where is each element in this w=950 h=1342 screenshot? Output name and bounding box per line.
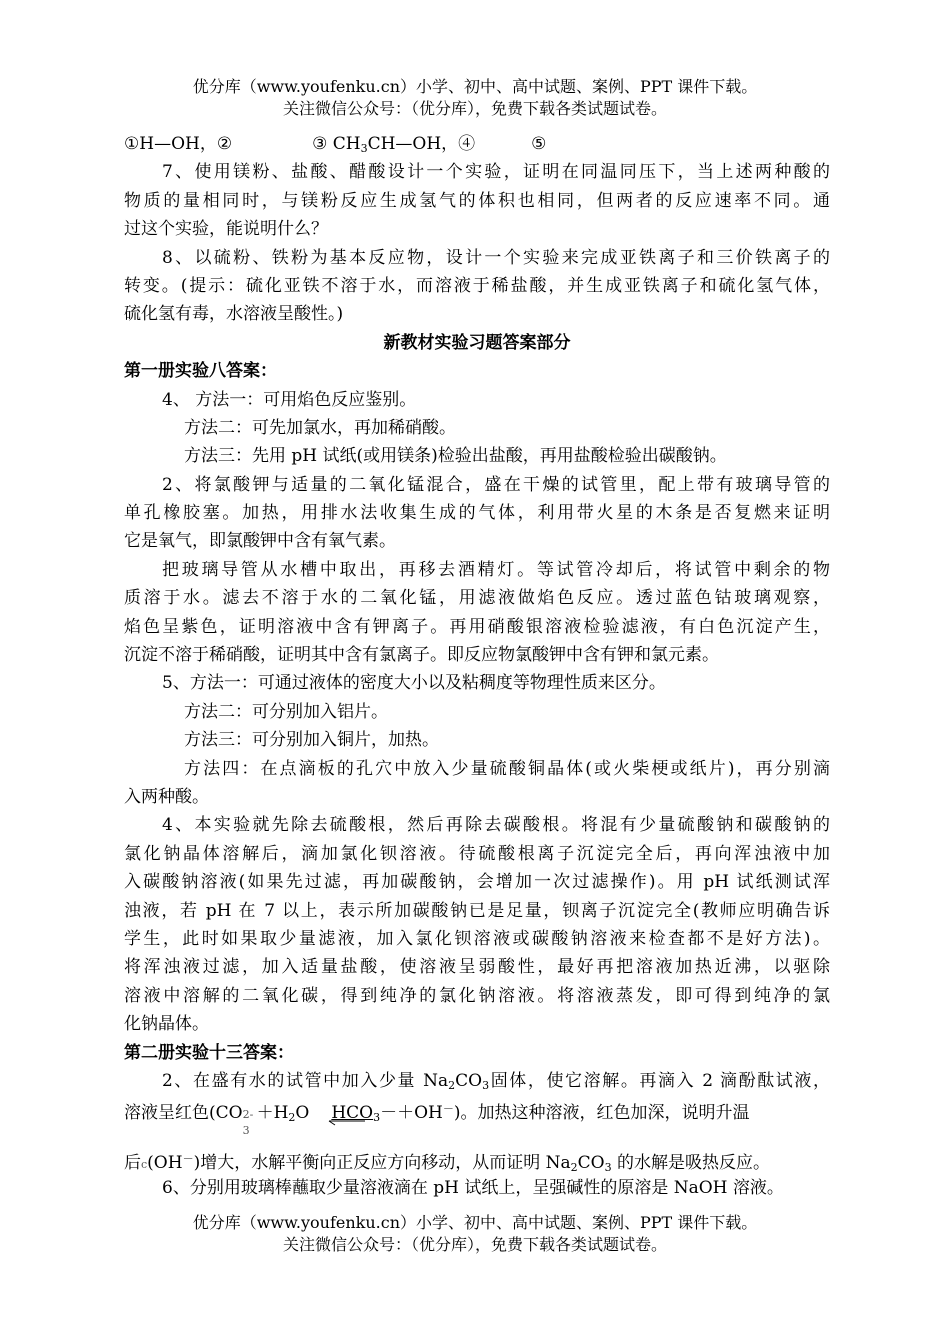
question-8 bbox=[124, 244, 830, 329]
answer-line: 2、将氯酸钾与适量的二氧化锰混合，盛在干燥的试管里，配上带有玻璃导管的 bbox=[162, 474, 830, 495]
q7-line: 过这个实验，能说明什么？ bbox=[124, 219, 328, 240]
answer-line: 5、方法一：可通过液体的密度大小以及粘稠度等物理性质来区分。 bbox=[162, 673, 666, 694]
document-body bbox=[124, 130, 830, 1202]
answer-line: 4、 方法一：可用焰色反应鉴别。 bbox=[162, 389, 417, 410]
answer-line: 方法三：可分别加入铜片，加热。 bbox=[184, 730, 439, 751]
answer-line: 沉淀不溶于稀硝酸，证明其中含有氯离子。即反应物氯酸钾中含有钾和氯元素。 bbox=[124, 645, 719, 666]
formula-item-3: ③ $CH_3CH—OH$，④ bbox=[312, 134, 476, 155]
book2-answer-2 bbox=[124, 1067, 830, 1174]
footer-line-1: 优分库（www.youfenku.cn）小学、初中、高中试题、案例、PPT 课件下载。 bbox=[192, 1213, 758, 1232]
formula-line bbox=[124, 130, 830, 158]
answer-line: 入两种酸。 bbox=[124, 786, 209, 807]
header-line-2: 关注微信公众号：（优分库），免费下载各类试题试卷。 bbox=[282, 99, 667, 118]
answer-line: 2、在盛有水的试管中加入少量 $Na_2CO_3$固体，使它溶解。再滴入 2 滴酚酞试液， bbox=[162, 1070, 830, 1092]
q7-line: 7、使用镁粉、盐酸、醋酸设计一个实验，证明在同温同压下，当上述两种酸的 bbox=[162, 162, 830, 183]
answer-line: 溶液中溶解的二氧化碳，得到纯净的氯化钠溶液。将溶液蒸发，即可得到纯净的氯 bbox=[124, 985, 830, 1006]
answer-line: 它是氧气，即氯酸钾中含有氧气素。 bbox=[124, 531, 396, 552]
q8-line: 转变。(提示：硫化亚铁不溶于水，而溶液于稀盐酸，并生成亚铁离子和硫化氢气体， bbox=[124, 275, 830, 296]
carbonate-charge: 2- 3 bbox=[242, 1108, 254, 1138]
q8-line: 8、以硫粉、铁粉为基本反应物，设计一个实验来完成亚铁离子和三价铁离子的 bbox=[162, 247, 830, 268]
answer-line: 入碳酸钠溶液(如果先过滤，再加碳酸钠，会增加一次过滤操作)。用 pH 试纸测试浑 bbox=[124, 872, 830, 893]
page-header bbox=[0, 76, 950, 120]
book1-answer-2 bbox=[124, 471, 830, 670]
answer-line: 焰色呈紫色，证明溶液中含有钾离子。再用硝酸银溶液检验滤液，有白色沉淀产生， bbox=[124, 616, 830, 637]
book1-answer-4b bbox=[124, 811, 830, 1038]
q8-line: 硫化氢有毒，水溶液呈酸性。) bbox=[124, 304, 344, 325]
reversible-arrow-icon bbox=[327, 1118, 367, 1126]
question-7 bbox=[124, 158, 830, 243]
answer-line: 方法四：在点滴板的孔穴中放入少量硫酸铜晶体(或火柴梗或纸片)，再分别滴 bbox=[184, 758, 830, 779]
equilibrium-product: $HCO_3$ bbox=[331, 1103, 381, 1125]
answer-line: 方法二：可先加氯水，再加稀硝酸。 bbox=[184, 417, 456, 438]
answer-line: 质溶于水。滤去不溶于水的二氧化锰，用滤液做焰色反应。透过蓝色钴玻璃观察， bbox=[124, 588, 830, 609]
answer-line: 方法二：可分别加入铝片。 bbox=[184, 701, 388, 722]
answer-line: 学生，此时如果取少量滤液，加入氯化钡溶液或碳酸钠溶液来检查都不是好方法)。 bbox=[124, 928, 830, 949]
q7-line: 物质的量相同时，与镁粉反应生成氢气的体积也相同，但两者的反应速率不同。通 bbox=[124, 190, 830, 211]
answer-line: 单孔橡胶塞。加热，用排水法收集生成的气体，利用带火星的木条是否复燃来证明 bbox=[124, 503, 830, 524]
book1-answer-5 bbox=[124, 669, 830, 811]
section-title: 新教材实验习题答案部分 bbox=[383, 332, 571, 353]
answer-line: 把玻璃导管从水槽中取出，再移去酒精灯。等试管冷却后，将试管中剩余的物 bbox=[162, 559, 830, 580]
answer-line: 4、本实验就先除去硫酸根，然后再除去碳酸根。将混有少量硫酸钠和碳酸钠的 bbox=[162, 815, 830, 836]
book2-answer-6: 6、分别用玻璃棒蘸取少量溶液滴在 pH 试纸上，呈强碱性的原溶是 NaOH 溶液。 bbox=[162, 1177, 784, 1198]
book1-answer-4 bbox=[124, 386, 830, 471]
formula-item-1: ①H—OH，② bbox=[124, 134, 233, 154]
page-footer bbox=[0, 1212, 950, 1256]
book1-heading: 第一册实验八答案： bbox=[124, 361, 277, 382]
answer-line: 将浑浊液过滤，加入适量盐酸，使溶液呈弱酸性，最好再把溶液加热近沸，以驱除 bbox=[124, 957, 830, 978]
footer-line-2: 关注微信公众号：（优分库），免费下载各类试题试卷。 bbox=[282, 1235, 667, 1254]
answer-line: 浊液，若 pH 在 7 以上，表示所加碳酸钠已是足量，钡离子沉淀完全(教师应明确告诉 bbox=[124, 900, 830, 921]
equation-line: 溶液呈红色(CO 2- 3 $+H_2O$ $HCO_3-+OH^-$)。加热这种溶液，红色加深，说明升温 bbox=[124, 1095, 830, 1145]
answer-line: 氯化钠晶体溶解后，滴加氯化钡溶液。待硫酸根离子沉淀完全后，再向浑浊液中加 bbox=[124, 843, 830, 864]
answer-line: 后c(OH－)增大，水解平衡向正反应方向移动，从而证明 $Na_2CO_3$ 的水解是吸热反应。 bbox=[124, 1152, 770, 1175]
answer-line: 方法三：先用 pH 试纸(或用镁条)检验出盐酸，再用盐酸检验出碳酸钠。 bbox=[184, 446, 727, 467]
book2-heading: 第二册实验十三答案： bbox=[124, 1042, 294, 1063]
formula-item-5: ⑤ bbox=[531, 134, 547, 154]
header-line-1: 优分库（www.youfenku.cn）小学、初中、高中试题、案例、PPT 课件下载。 bbox=[192, 77, 758, 96]
answer-line: 化钠晶体。 bbox=[124, 1014, 209, 1035]
